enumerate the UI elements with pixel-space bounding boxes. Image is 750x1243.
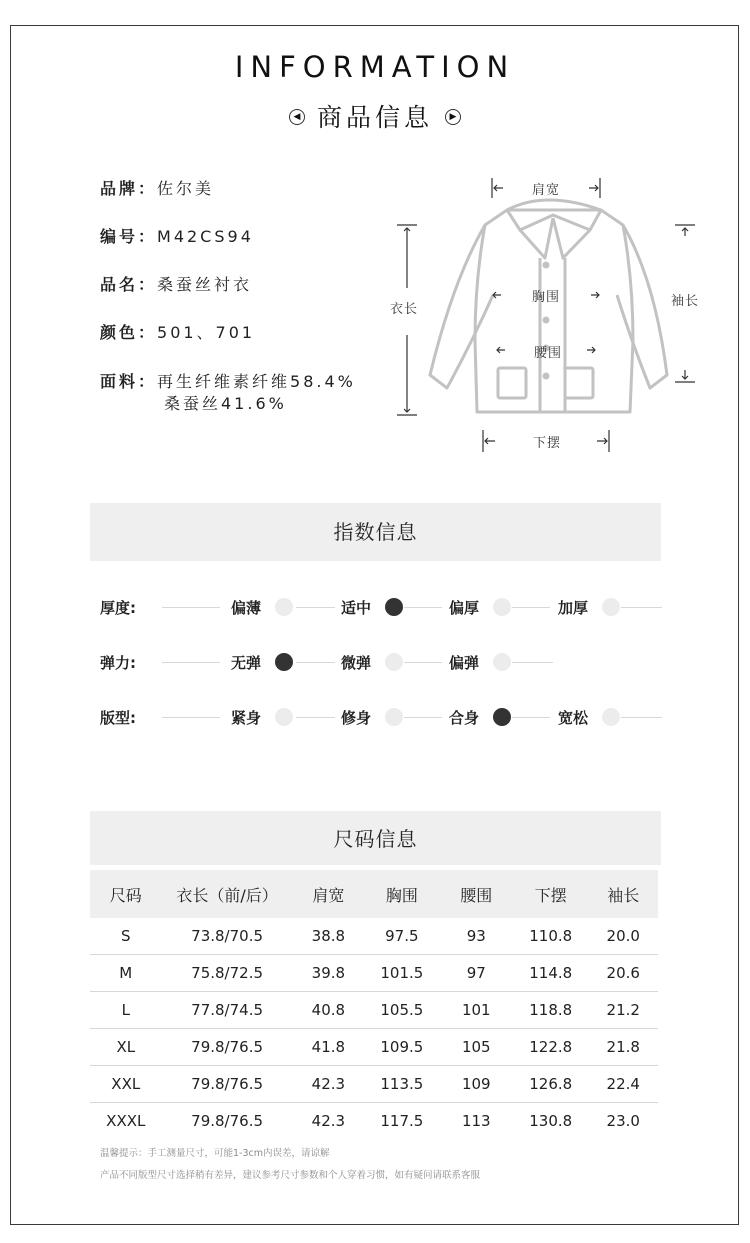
diagram-hem-label: 下摆 xyxy=(533,436,562,451)
table-cell: 114.8 xyxy=(513,955,589,992)
info-color xyxy=(100,320,255,343)
info-name xyxy=(100,272,252,295)
table-cell: 40.8 xyxy=(293,992,364,1029)
col-header-size: 尺码 xyxy=(109,885,142,905)
table-row xyxy=(90,1066,658,1103)
table-cell: 39.8 xyxy=(293,955,364,992)
fabric-line2: 桑蚕丝41.6% xyxy=(164,394,287,413)
col-header-chest: 胸围 xyxy=(385,885,418,905)
table-cell: 113.5 xyxy=(364,1066,440,1103)
col-header-hem: 下摆 xyxy=(534,885,567,905)
unselected-dot-icon xyxy=(385,708,403,726)
scale-option: 合身 xyxy=(449,709,480,727)
table-cell: 21.8 xyxy=(588,1029,658,1066)
table-row xyxy=(90,918,658,955)
shirt-outline-icon xyxy=(430,200,667,412)
title-english: INFORMATION xyxy=(234,50,516,84)
table-cell: 21.2 xyxy=(588,992,658,1029)
scale-line xyxy=(162,607,220,608)
scale-option: 无弹 xyxy=(231,654,262,672)
scale-line xyxy=(404,717,442,718)
name-value: 桑蚕丝衬衣 xyxy=(157,275,253,294)
table-row xyxy=(90,1103,658,1140)
table-row xyxy=(90,1029,658,1066)
note-line1: 温馨提示：手工测量尺寸，可能1-3cm内误差，请谅解 xyxy=(100,1148,330,1159)
table-cell: 20.0 xyxy=(588,918,658,955)
scale-option: 修身 xyxy=(341,709,372,727)
shirt-diagram xyxy=(385,170,715,460)
table-cell: 41.8 xyxy=(293,1029,364,1066)
note-line2: 产品不同版型尺寸选择稍有差异，建议参考尺寸参数和个人穿着习惯，如有疑问请联系客服 xyxy=(100,1170,481,1181)
table-cell: 73.8/70.5 xyxy=(162,918,293,955)
scale-label: 版型: xyxy=(100,709,136,727)
unselected-dot-icon xyxy=(385,653,403,671)
table-cell: 79.8/76.5 xyxy=(191,1112,264,1130)
name-label: 品名： xyxy=(100,275,158,294)
scale-line xyxy=(404,662,442,663)
brand-value: 佐尔美 xyxy=(157,179,215,198)
table-row xyxy=(90,955,658,992)
scale-line xyxy=(162,662,220,663)
table-cell: XXL xyxy=(90,1066,162,1103)
scale-line xyxy=(512,717,550,718)
brand-label: 品牌： xyxy=(100,179,158,198)
shirt-buttons xyxy=(543,262,550,380)
col-header-shoulder: 肩宽 xyxy=(312,885,345,905)
size-table-body xyxy=(90,918,658,1139)
table-cell: S xyxy=(90,918,162,955)
selected-dot-icon xyxy=(385,598,403,616)
scale-option: 偏薄 xyxy=(231,599,262,617)
table-cell: 109.5 xyxy=(364,1029,440,1066)
table-cell: 23.0 xyxy=(606,1112,640,1130)
unselected-dot-icon xyxy=(602,708,620,726)
col-header-length: 衣长（前/后） xyxy=(176,885,278,905)
table-cell: 130.8 xyxy=(529,1112,573,1130)
table-cell: 101 xyxy=(440,992,513,1029)
color-label: 颜色： xyxy=(100,323,158,342)
diagram-shoulder-label: 肩宽 xyxy=(532,183,561,198)
table-cell: 105.5 xyxy=(364,992,440,1029)
color-value: 501、701 xyxy=(157,323,256,342)
table-cell: 79.8/76.5 xyxy=(162,1066,293,1103)
scale-line xyxy=(512,662,553,663)
scale-line xyxy=(621,717,662,718)
diagram-chest-label: 胸围 xyxy=(532,290,561,305)
scale-line xyxy=(296,662,335,663)
table-cell: 105 xyxy=(440,1029,513,1066)
table-cell: 101.5 xyxy=(364,955,440,992)
fabric-label: 面料： xyxy=(100,372,158,391)
scale-option: 加厚 xyxy=(558,599,589,617)
scale-label: 弹力: xyxy=(100,654,136,672)
table-cell: 38.8 xyxy=(293,918,364,955)
table-cell: 126.8 xyxy=(513,1066,589,1103)
unselected-dot-icon xyxy=(493,598,511,616)
scale-line xyxy=(512,607,550,608)
table-cell: 42.3 xyxy=(293,1066,364,1103)
info-code xyxy=(100,224,254,247)
scale-option: 偏厚 xyxy=(449,599,480,617)
unselected-dot-icon xyxy=(493,653,511,671)
table-cell: L xyxy=(90,992,162,1029)
unselected-dot-icon xyxy=(602,598,620,616)
scale-option: 微弹 xyxy=(341,654,372,672)
table-cell: 75.8/72.5 xyxy=(162,955,293,992)
code-value: M42CS94 xyxy=(157,227,254,246)
col-header-waist: 腰围 xyxy=(460,885,493,905)
diagram-length-label: 衣长 xyxy=(390,302,419,317)
table-cell: XL xyxy=(90,1029,162,1066)
scale-line xyxy=(621,607,662,608)
table-cell: XXXL xyxy=(106,1112,146,1130)
size-table-header-row xyxy=(90,870,658,918)
index-section-title: 指数信息 xyxy=(90,503,661,561)
info-fabric-2 xyxy=(164,391,287,414)
unselected-dot-icon xyxy=(275,598,293,616)
arrow-left-icon: ◀ xyxy=(289,109,305,125)
table-cell: M xyxy=(90,955,162,992)
unselected-dot-icon xyxy=(275,708,293,726)
selected-dot-icon xyxy=(275,653,293,671)
scale-line xyxy=(162,717,220,718)
table-cell: 79.8/76.5 xyxy=(162,1029,293,1066)
title-chinese-text: 商品信息 xyxy=(316,103,433,132)
arrow-right-icon: ▶ xyxy=(445,109,461,125)
table-cell: 42.3 xyxy=(311,1112,346,1130)
table-cell: 122.8 xyxy=(513,1029,589,1066)
table-cell: 77.8/74.5 xyxy=(162,992,293,1029)
table-row xyxy=(90,992,658,1029)
diagram-waist-label: 腰围 xyxy=(534,346,563,361)
table-cell: 113 xyxy=(461,1112,491,1130)
table-cell: 110.8 xyxy=(513,918,589,955)
scale-line xyxy=(296,607,335,608)
code-label: 编号： xyxy=(100,227,158,246)
size-section-title: 尺码信息 xyxy=(90,811,661,865)
scale-option: 宽松 xyxy=(558,709,589,727)
table-cell: 117.5 xyxy=(380,1112,424,1130)
scale-option: 适中 xyxy=(341,599,372,617)
selected-dot-icon xyxy=(493,708,511,726)
table-cell: 97.5 xyxy=(364,918,440,955)
table-cell: 97 xyxy=(440,955,513,992)
table-cell: 20.6 xyxy=(588,955,658,992)
scale-option: 紧身 xyxy=(231,709,262,727)
col-header-sleeve: 袖长 xyxy=(607,885,640,905)
table-cell: 118.8 xyxy=(513,992,589,1029)
title-chinese xyxy=(0,98,750,134)
scale-line xyxy=(296,717,335,718)
scale-option: 偏弹 xyxy=(449,654,480,672)
table-cell: 109 xyxy=(440,1066,513,1103)
info-fabric xyxy=(100,369,356,392)
scale-label: 厚度: xyxy=(100,599,136,617)
fabric-line1: 再生纤维素纤维58.4% xyxy=(157,372,356,391)
size-table xyxy=(90,870,658,1139)
diagram-sleeve-label: 袖长 xyxy=(671,294,700,309)
table-cell: 93 xyxy=(440,918,513,955)
info-brand xyxy=(100,176,214,199)
scale-line xyxy=(404,607,442,608)
table-cell: 22.4 xyxy=(588,1066,658,1103)
